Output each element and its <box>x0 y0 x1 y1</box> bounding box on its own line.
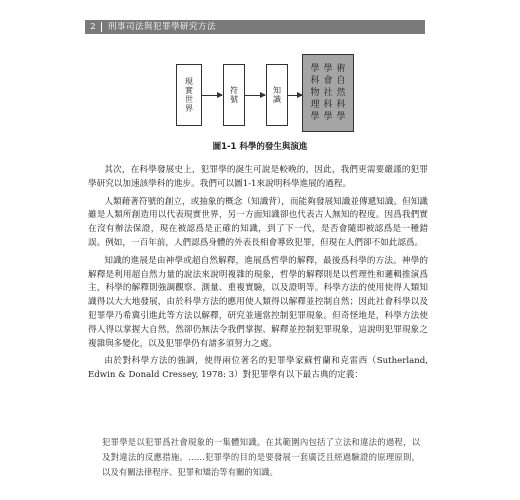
paragraph-2: 人類藉著符號的創立，或抽象的概念（知識背），而能夠發展知識並傳遞知識。但知識雖是人類所創造用以代表現實世界，另一方面知識卻也代表古人無知的程度。因爲我們實在沒有辦法保證，現在被認爲是正確的知識，到了下一代，是否會隨即被認爲是一種錯誤。例如，一百年前，人們認爲身體的外表長相會導致犯罪，但現在人們卻不如此認爲。 <box>88 196 428 248</box>
box-knowledge <box>266 64 288 126</box>
discipline-char: 物 <box>310 87 320 98</box>
discipline-char: 學 <box>310 63 320 74</box>
box-symbol-label: 符號 <box>229 86 239 104</box>
body-text <box>88 164 428 387</box>
discipline-char: 學 <box>323 111 333 122</box>
discipline-char: 學 <box>336 111 346 122</box>
box-symbol <box>223 64 245 126</box>
box-knowledge-label: 知識 <box>272 86 282 104</box>
disciplines-grid <box>310 64 347 123</box>
box-real-world-label: 現實世界 <box>184 77 194 113</box>
discipline-char: 社 <box>323 87 333 98</box>
box-real-world <box>176 64 202 126</box>
paragraph-4: 由於對科學方法的強調，使得兩位著名的犯罪學家蘇哲蘭和克雷西（Sutherland, Edwin & Donald Cressey, 1978: 3）對犯罪學有以下最古典的定義： <box>88 356 428 381</box>
definition-quote: 犯罪學是以犯罪爲社會現象的一集體知識。在其範圍內包括了立法和違法的過程，以及對違法的反應措施。……犯罪學的目的是要發展一套廣泛且經過驗證的原理原則，以及有關法律程序、犯罪和矯治等有關的知識。 <box>102 437 420 477</box>
discipline-char: 會 <box>323 75 333 86</box>
discipline-char: 學 <box>323 63 333 74</box>
arrow-1 <box>202 95 222 96</box>
discipline-char: 科 <box>336 99 346 110</box>
header-title: 刑事司法與犯罪學研究方法 <box>108 22 217 32</box>
discipline-char: 理 <box>310 99 320 110</box>
page-number: 2 <box>90 22 96 32</box>
discipline-char: 學 <box>310 111 320 122</box>
discipline-char: 術 <box>336 63 346 74</box>
discipline-char: 科 <box>310 75 320 86</box>
arrow-2 <box>245 95 265 96</box>
paragraph-3: 知識的進展是由神學或超自然解釋，進展爲哲學的解釋，最後爲科學的方法。神學的解釋是利用超自然力量的說法來說明複雜的現象，哲學的解釋則是以哲理性和邏輯推演爲主，科學的解釋則強調觀察、測量、重複實驗，以及證明等。科學方法的使用使得人類知識得以大大地發展，由於科學方法的應用使人類得以解釋並控制自然；因此社會科學以及犯罪學乃希冀引進此等方法以解釋，研究並適當控制犯罪現象。但奇怪地是，科學方法使得人得以掌握大自然，然卻仍無法令我們掌握、解釋並控制犯罪現象，這說明犯罪現象之複雜與多變化，以及犯罪學仍有諸多須努力之處。 <box>88 255 428 349</box>
paragraph-1: 其次，在科學發展史上，犯罪學的誕生可說是較晚的，因此，我們更需要嚴謹的犯罪學研究以加速該學科的進步。我們可以圖1-1來說明科學進展的過程。 <box>88 165 428 189</box>
science-diagram <box>0 0 520 150</box>
figure-caption: 圖1-1 科學的發生與演進 <box>212 142 308 152</box>
discipline-char: 自 <box>336 75 346 86</box>
box-disciplines <box>302 54 354 132</box>
arrow-3 <box>288 95 302 96</box>
discipline-char: 然 <box>336 87 346 98</box>
discipline-char: 科 <box>323 99 333 110</box>
